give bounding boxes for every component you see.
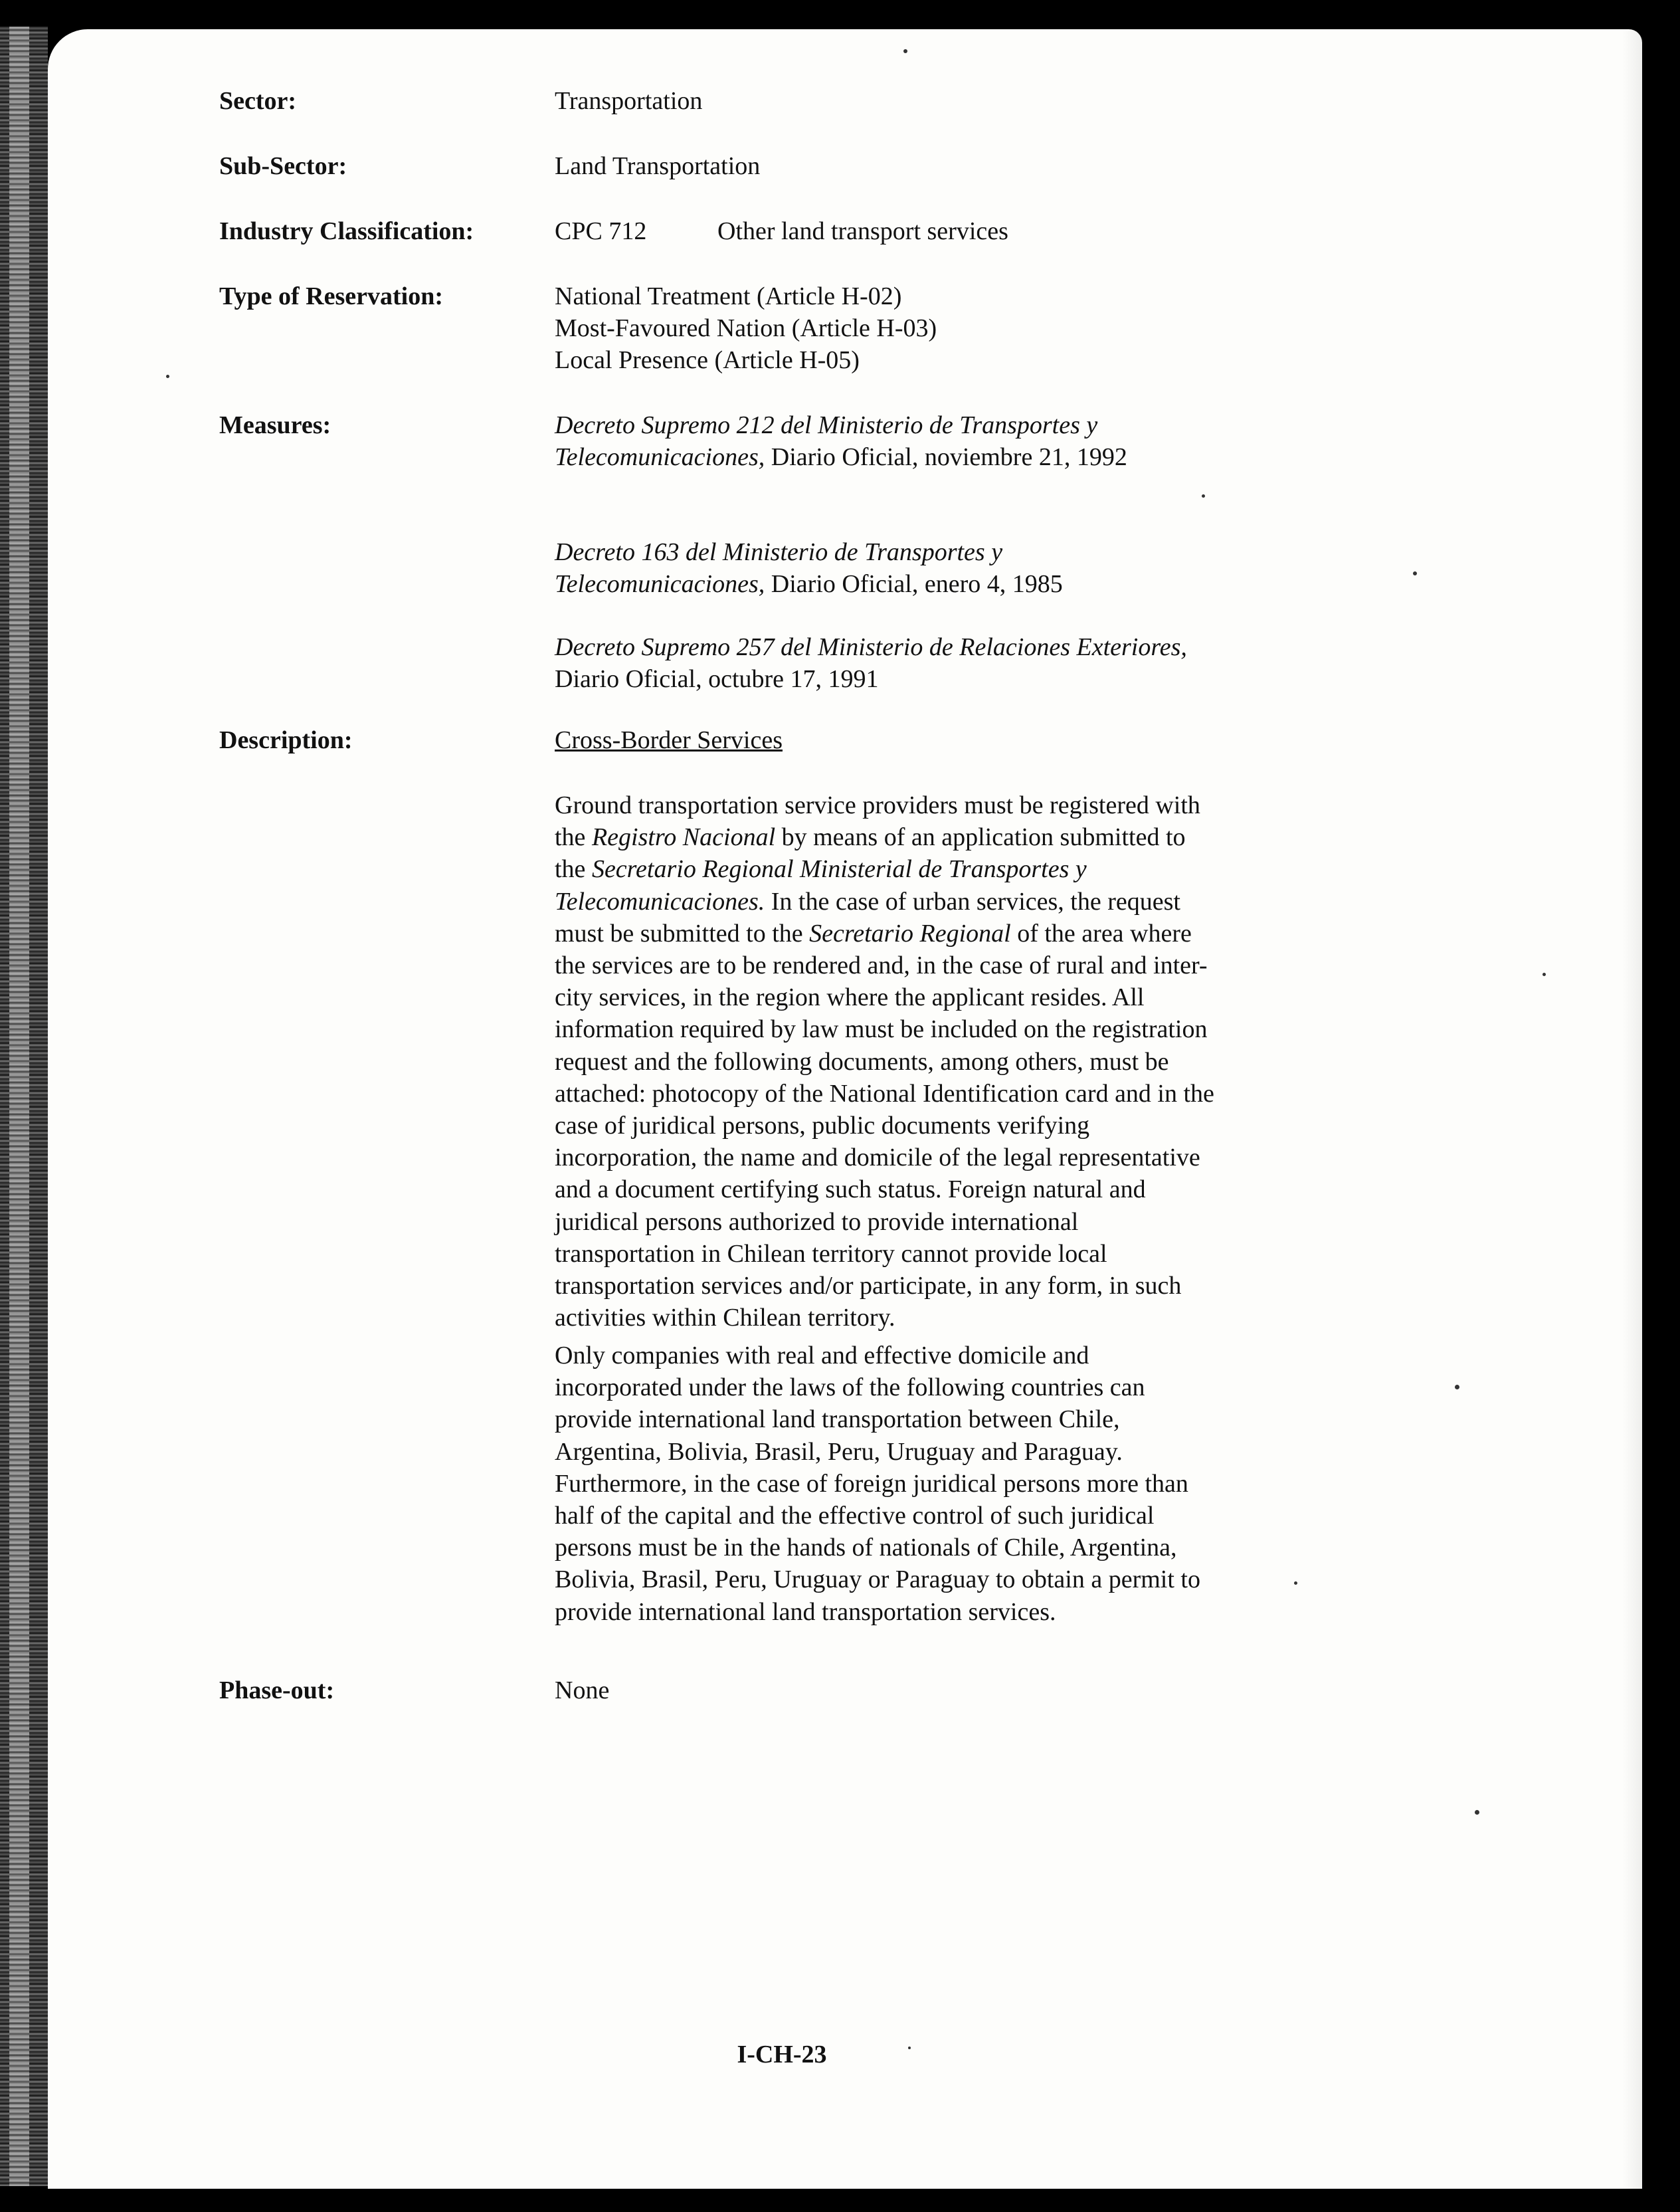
type-of-reservation-label: Type of Reservation:	[219, 282, 444, 310]
description-heading-wrap	[555, 724, 1352, 756]
measure-1-italic: Telecomunicaciones,	[555, 443, 765, 471]
description-heading: Cross-Border Services	[555, 726, 783, 754]
measure-1-line-2	[555, 441, 1352, 473]
paragraph-line: the Registro Nacional by means of an application submitted to	[555, 823, 1186, 852]
paragraph-line: information required by law must be included on the registration	[555, 1015, 1208, 1044]
paragraph-line: Ground transportation service providers must be registered with	[555, 791, 1200, 819]
cpc-code: CPC 712	[555, 217, 647, 245]
paragraph-line: the services are to be rendered and, in the case of rural and inter-	[555, 952, 1208, 980]
description-label: Description:	[219, 726, 353, 754]
cpc-description: Other land transport services	[717, 217, 1008, 245]
paragraph-line: request and the following documents, among others, must be	[555, 1047, 1169, 1076]
measure-2-source: Diario Oficial, enero 4, 1985	[765, 570, 1063, 598]
paragraph-line: Only companies with real and effective domicile and	[555, 1342, 1089, 1369]
measures-label: Measures:	[219, 411, 331, 439]
paragraph-line: persons must be in the hands of nationals of Chile, Argentina,	[555, 1534, 1177, 1562]
paragraph-line: attached: photocopy of the National Identification card and in the	[555, 1079, 1214, 1108]
reservation-item: Most-Favoured Nation (Article H-03)	[555, 314, 937, 342]
description-paragraph-2	[555, 1340, 1352, 1628]
scan-left-edge	[0, 27, 48, 2186]
reservation-list	[555, 280, 1352, 376]
measure-2-line-1: Decreto 163 del Ministerio de Transportes y	[555, 538, 1003, 566]
paragraph-line: half of the capital and the effective control of such juridical	[555, 1502, 1155, 1530]
measure-3-line-2: Diario Oficial, octubre 17, 1991	[555, 665, 879, 693]
paragraph-line: juridical persons authorized to provide international	[555, 1207, 1079, 1236]
paragraph-line: must be submitted to the Secretario Regional of the area where	[555, 919, 1192, 948]
paragraph-line: transportation in Chilean territory cannot provide local	[555, 1239, 1107, 1268]
measure-2	[555, 536, 1352, 600]
sub-sector-label: Sub-Sector:	[219, 152, 347, 180]
paragraph-line: the Secretario Regional Ministerial de Transportes y	[555, 855, 1087, 884]
paragraph-line: Argentina, Bolivia, Brasil, Peru, Uruguay and Paraguay.	[555, 1437, 1123, 1466]
measure-3-line-1: Decreto Supremo 257 del Ministerio de Relaciones Exteriores,	[555, 633, 1187, 661]
phase-out-value: None	[555, 1676, 610, 1704]
paragraph-line: case of juridical persons, public documents verifying	[555, 1112, 1090, 1140]
paragraph-line: incorporated under the laws of the following countries can	[555, 1373, 1145, 1402]
sub-sector-value: Land Transportation	[555, 152, 761, 180]
industry-classification-value	[555, 215, 1352, 247]
paragraph-line: Furthermore, in the case of foreign juridical persons more than	[555, 1469, 1188, 1498]
measure-2-line-2	[555, 568, 1352, 600]
document-page	[48, 29, 1642, 2189]
reservation-item: Local Presence (Article H-05)	[555, 346, 860, 374]
paragraph-line: Bolivia, Brasil, Peru, Uruguay or Paraguay to obtain a permit to	[555, 1565, 1200, 1594]
paragraph-line: transportation services and/or participate, in any form, in such	[555, 1272, 1182, 1300]
paragraph-line: activities within Chilean territory.	[555, 1304, 895, 1332]
measure-1	[555, 409, 1352, 473]
industry-classification-label: Industry Classification:	[219, 217, 474, 245]
reservation-item: National Treatment (Article H-02)	[555, 282, 902, 310]
sector-value: Transportation	[555, 87, 703, 115]
paragraph-line: Telecomunicaciones. In the case of urban services, the request	[555, 887, 1180, 916]
paragraph-line: city services, in the region where the applicant resides. All	[555, 983, 1145, 1012]
paragraph-line: provide international land transportation services.	[555, 1597, 1056, 1626]
sector-label: Sector:	[219, 87, 297, 115]
measure-2-italic: Telecomunicaciones,	[555, 570, 765, 598]
measure-3	[555, 631, 1352, 695]
measure-1-source: Diario Oficial, noviembre 21, 1992	[765, 443, 1127, 471]
phase-out-label: Phase-out:	[219, 1676, 335, 1704]
description-paragraph-1	[555, 789, 1352, 1334]
paragraph-line: incorporation, the name and domicile of the legal representative	[555, 1144, 1200, 1172]
page-number: I-CH-23	[737, 2041, 827, 2068]
paragraph-line: and a document certifying such status. Foreign natural and	[555, 1175, 1146, 1204]
measure-1-line-1: Decreto Supremo 212 del Ministerio de Transportes y	[555, 411, 1098, 439]
paragraph-line: provide international land transportation between Chile,	[555, 1405, 1120, 1434]
